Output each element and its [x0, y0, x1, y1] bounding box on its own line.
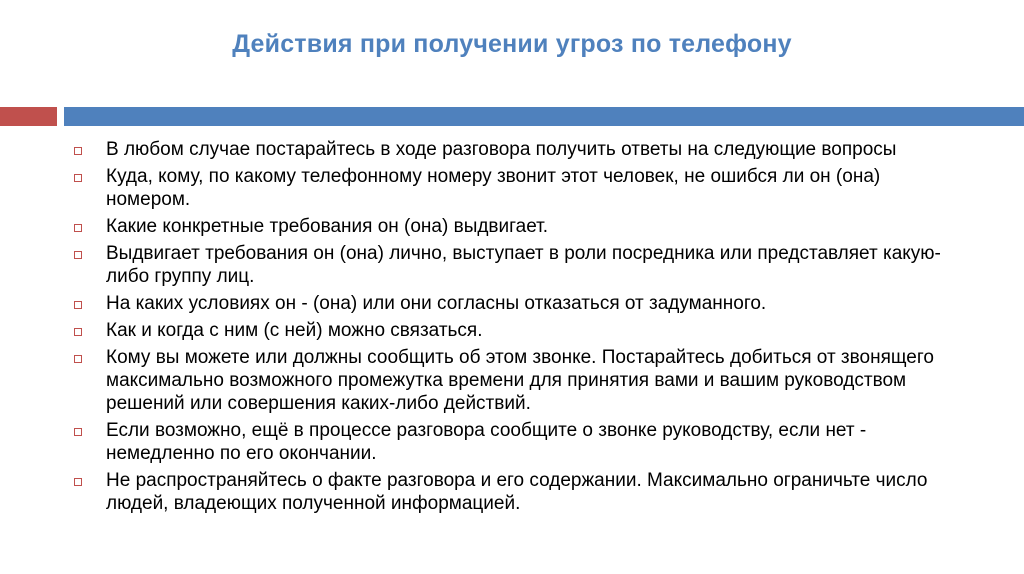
bullet-text: Кому вы можете или должны сообщить об этом звонке. Постарайтесь добиться от звонящего максимально возможного промежутка времени для принятия вами и вашим руководством решений или совершения каких-либо действий. — [106, 347, 934, 414]
bullet-text: Как и когда с ним (с ней) можно связаться. — [106, 320, 483, 341]
square-outline-icon — [74, 147, 82, 155]
list-item — [74, 469, 954, 515]
square-outline-icon — [74, 328, 82, 336]
square-outline-icon — [74, 428, 82, 436]
square-outline-icon — [74, 224, 82, 232]
list-item — [74, 292, 954, 315]
list-item — [74, 138, 954, 161]
list-item — [74, 319, 954, 342]
bullet-text: Куда, кому, по какому телефонному номеру звонит этот человек, не ошибся ли он (она) номером. — [106, 166, 881, 210]
bullet-text: Не распространяйтесь о факте разговора и его содержании. Максимально ограничьте число людей, владеющих полученной информацией. — [106, 470, 928, 514]
bullet-text: Какие конкретные требования он (она) выдвигает. — [106, 216, 549, 237]
list-item — [74, 215, 954, 238]
list-item — [74, 346, 954, 415]
bullet-text: Если возможно, ещё в процессе разговора сообщите о звонке руководству, если нет - немедленно по его окончании. — [106, 420, 867, 464]
bullet-text: В любом случае постарайтесь в ходе разговора получить ответы на следующие вопросы — [106, 139, 897, 160]
accent-bar-blue — [64, 107, 1024, 126]
square-outline-icon — [74, 301, 82, 309]
list-item — [74, 242, 954, 288]
accent-bar-red — [0, 107, 57, 126]
bullet-list — [74, 138, 954, 519]
bullet-text: Выдвигает требования он (она) лично, выступает в роли посредника или представляет какую-либо группу лиц. — [106, 243, 941, 287]
list-item — [74, 165, 954, 211]
square-outline-icon — [74, 355, 82, 363]
list-item — [74, 419, 954, 465]
bullet-text: На каких условиях он - (она) или они согласны отказаться от задуманного. — [106, 293, 767, 314]
slide-title: Действия при получении угроз по телефону — [232, 30, 792, 58]
square-outline-icon — [74, 478, 82, 486]
square-outline-icon — [74, 251, 82, 259]
square-outline-icon — [74, 174, 82, 182]
